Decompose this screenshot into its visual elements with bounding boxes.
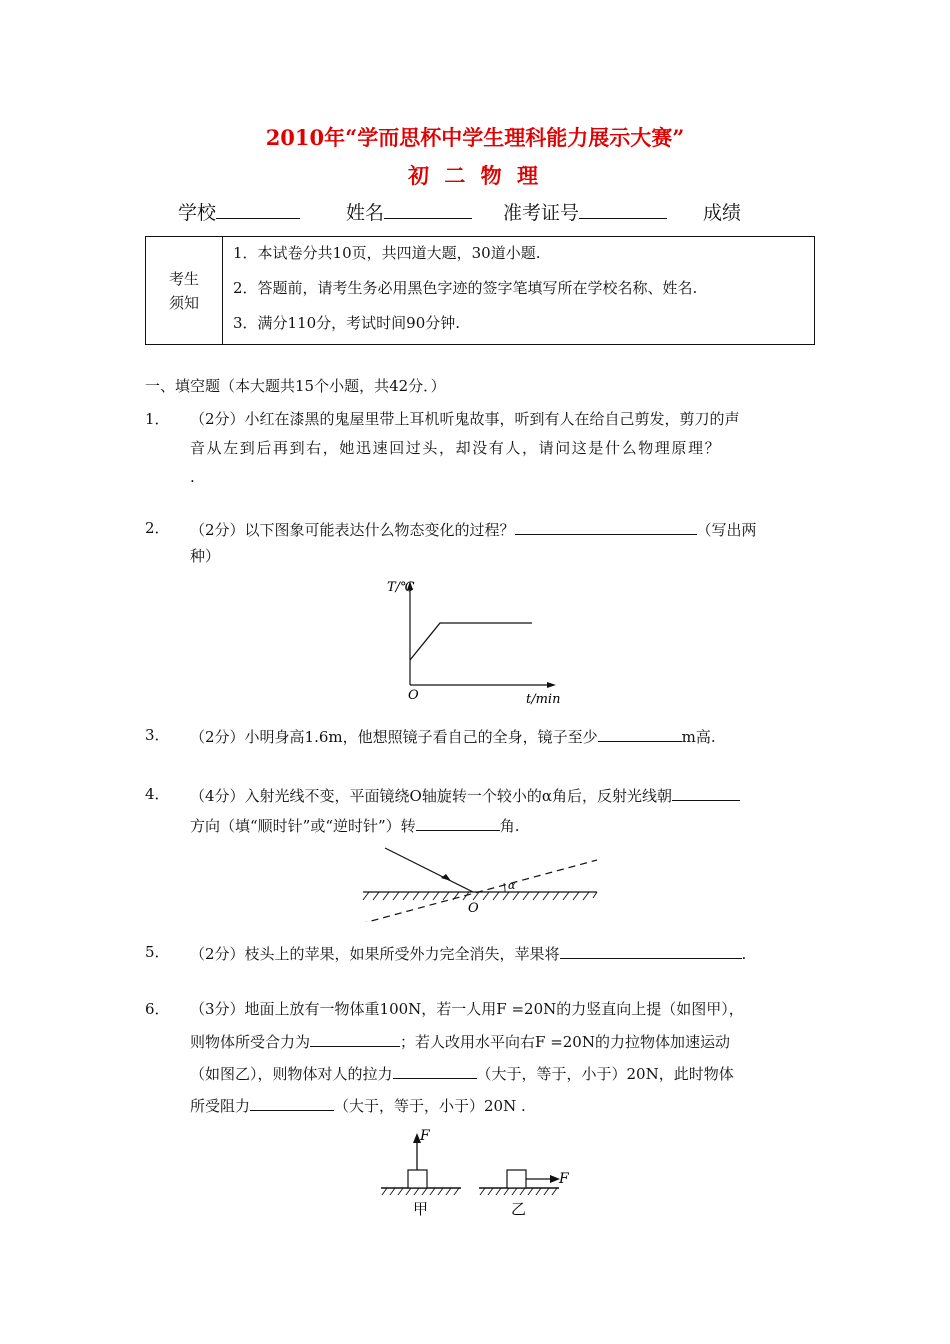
question-6-text-line-2: 则物体所受合力为 ；若人改用水平向右F =20N的力拉物体加速运动 xyxy=(190,1030,730,1052)
caption-left: 甲 xyxy=(413,1200,429,1218)
notice-item-1: 1．本试卷分共10页，共四道大题，30道小题. xyxy=(233,244,541,262)
school-label: 学校 xyxy=(178,202,217,224)
question-number: 3． xyxy=(145,726,170,744)
exam-subtitle: 初 二 物 理 xyxy=(408,163,542,188)
question-number: 6． xyxy=(145,1000,170,1018)
x-axis-label: t/min xyxy=(526,692,561,707)
force-figure xyxy=(375,1122,585,1222)
block-left xyxy=(408,1170,427,1188)
question-6-text-line-3: （如图乙），则物体对人的拉力 （大于，等于，小于）20N，此时物体 xyxy=(190,1062,734,1084)
question-3-text: （2分）小明身高1.6m，他想照镜子看自己的全身，镜子至少 m高. xyxy=(190,725,716,747)
answer-blank[interactable] xyxy=(310,1030,400,1047)
question-4-text-line-1: （4分）入射光线不变，平面镜绕O轴旋转一个较小的α角后，反射光线朝 xyxy=(190,784,740,806)
question-6-text-line-1: （3分）地面上放有一物体重100N，若一人用F =20N的力竖直向上提（如图甲）， xyxy=(190,1000,744,1018)
caption-right: 乙 xyxy=(511,1200,527,1218)
question-6-text-line-4: 所受阻力 （大于，等于，小于）20N . xyxy=(190,1094,526,1116)
force-label-left: F xyxy=(420,1128,430,1144)
exam-id-label: 准考证号 xyxy=(503,202,580,224)
question-2-text-line-2: 种） xyxy=(190,547,221,565)
answer-blank[interactable] xyxy=(598,725,682,742)
mirror-rotation-figure xyxy=(355,842,605,922)
block-right xyxy=(507,1170,526,1188)
question-4-text-line-2: 方向（填“顺时针”或“逆时针”）转 角. xyxy=(190,814,519,836)
x-axis-arrow xyxy=(547,682,556,688)
answer-blank[interactable] xyxy=(560,942,742,959)
ground-left-hatching xyxy=(382,1188,459,1195)
question-1-text-line-1: （2分）小红在漆黑的鬼屋里带上耳机听鬼故事，听到有人在给自己剪发，剪刀的声 xyxy=(190,410,740,428)
angle-label: α xyxy=(508,879,516,892)
notice-label: 考生 须知 xyxy=(146,237,223,344)
force-label-right: F xyxy=(559,1171,569,1187)
name-blank[interactable] xyxy=(384,200,472,219)
ground-right-hatching xyxy=(480,1188,557,1195)
question-number: 5． xyxy=(145,943,170,961)
notice-box xyxy=(145,236,815,345)
answer-blank[interactable] xyxy=(672,784,740,801)
answer-blank[interactable] xyxy=(515,518,697,535)
question-1-text-line-2: 音从左到后再到右，她迅速回过头，却没有人，请问这是什么物理原理？ xyxy=(190,439,722,457)
question-2-text-line-1: （2分）以下图象可能表达什么物态变化的过程？ （写出两 xyxy=(190,518,757,540)
incident-ray-arrow xyxy=(441,874,451,881)
question-1-text-line-3: . xyxy=(190,468,195,486)
notice-item-3: 3．满分110分，考试时间90分钟. xyxy=(233,314,461,332)
name-label: 姓名 xyxy=(346,202,385,224)
question-5-text: （2分）枝头上的苹果，如果所受外力完全消失，苹果将 . xyxy=(190,942,746,964)
temperature-time-graph xyxy=(380,575,570,707)
pivot-label: O xyxy=(468,901,479,916)
incident-ray xyxy=(385,848,473,892)
answer-blank[interactable] xyxy=(416,814,500,831)
exam-id-blank[interactable] xyxy=(579,200,667,219)
mirror-hatching xyxy=(363,892,597,900)
score-label: 成绩 xyxy=(703,202,742,224)
notice-item-2: 2．答题前，请考生务必用黑色字迹的签字笔填写所在学校名称、姓名. xyxy=(233,279,698,297)
answer-blank[interactable] xyxy=(250,1094,334,1111)
exam-title: 2010年“学而思杯中学生理科能力展示大赛” xyxy=(265,125,685,150)
section-heading: 一、填空题（本大题共15个小题，共42分．） xyxy=(145,377,446,395)
question-number: 1． xyxy=(145,410,170,428)
answer-blank[interactable] xyxy=(393,1062,477,1079)
question-number: 2． xyxy=(145,519,170,537)
question-number: 4． xyxy=(145,785,170,803)
y-axis-label: T/℃ xyxy=(387,580,415,595)
origin-label: O xyxy=(408,688,419,703)
school-blank[interactable] xyxy=(216,200,300,219)
graph-curve xyxy=(410,623,532,660)
